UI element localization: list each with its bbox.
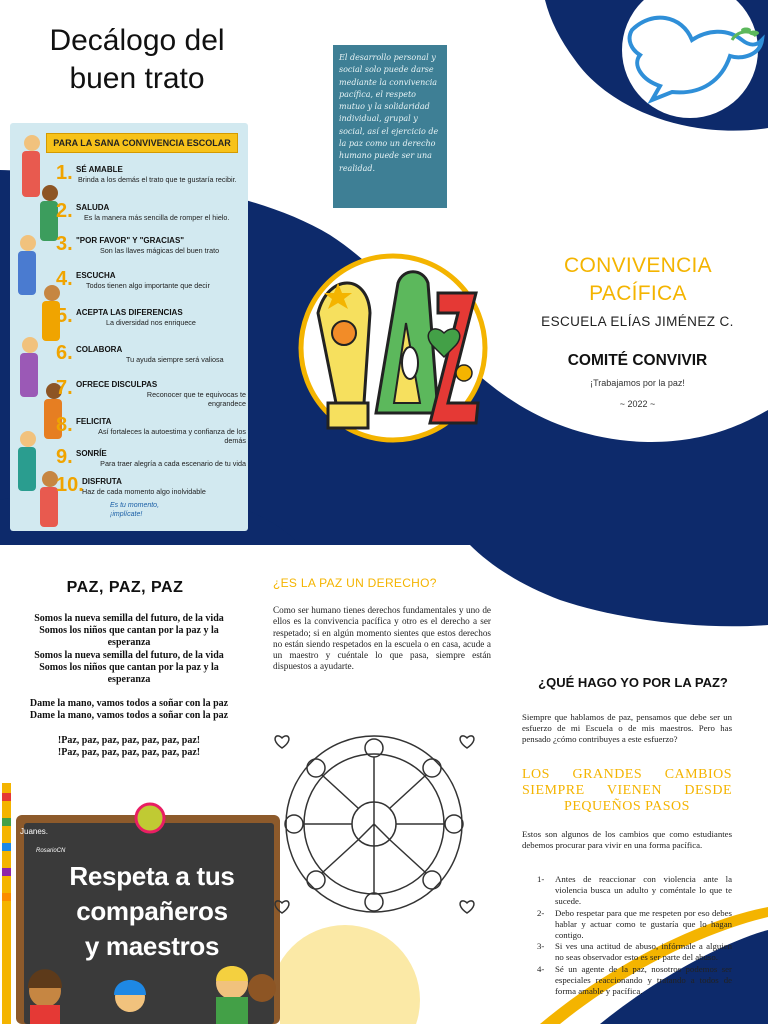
decalogo-title-line2: buen trato [69, 62, 205, 95]
tagline: ¡Trabajamos por la paz! [590, 378, 685, 388]
rule-title: ESCUCHA [76, 271, 116, 280]
rule-desc: Reconocer que te equivocas te engrandece [146, 390, 246, 408]
rule-number: 10. [56, 474, 84, 496]
lyric-line: Somos la nueva semilla del futuro, de la vida [34, 649, 224, 661]
year-label: ~ 2022 ~ [619, 399, 656, 409]
rule-desc: La diversidad nos enriquece [106, 318, 196, 327]
board-brand: RosarioCN [36, 848, 66, 854]
lyric-line: Dame la mano, vamos todos a soñar con la paz [29, 710, 229, 722]
list-item [530, 941, 732, 963]
list-item-number: 3- [537, 941, 545, 951]
lyric-line: Somos los niños que cantan por la paz y la esperanza [39, 661, 219, 686]
board-line2: compañeros [76, 896, 228, 926]
brochure-inside [0, 545, 768, 1024]
lyric-line: Somos los niños que cantan por la paz y la esperanza [39, 625, 219, 649]
poster-footer [110, 501, 159, 519]
big-changes-heading: LOS GRANDES CAMBIOS SIEMPRE VIENEN DESDE PEQUEÑOS PASOS [522, 767, 732, 814]
paz-logo-image [298, 253, 488, 443]
list-item-text: Debo respetar para que me respeten por eso debes hablar y actuar como te gustaría que lo hagan contigo. [555, 907, 732, 940]
cover-title-line2: PACÍFICA [589, 282, 687, 305]
decalogo-poster [10, 123, 248, 531]
rule-desc: Así fortaleces la autoestima y confianza de los demás [98, 427, 246, 445]
rule-number: 2. [56, 200, 73, 222]
rule-desc: Brinda a los demás el trato que te gustaría recibir. [78, 175, 237, 184]
rule-desc: Son las llaves mágicas del buen trato [100, 246, 220, 255]
list-item [530, 874, 732, 907]
rule-number: 9. [56, 446, 73, 468]
rule-number: 3. [56, 233, 73, 255]
rule-title: "POR FAVOR" Y "GRACIAS" [76, 236, 185, 245]
what-do-i-do-body: Siempre que hablamos de paz, pensamos que debe ser un esfuerzo de mi Escuela o de mis maestros. Pero has pensado ¿cómo contribuyes a este esfuerzo? [522, 712, 732, 744]
rule-title: SALUDA [76, 203, 110, 212]
poster-footer-line1: Es tu momento, [110, 502, 160, 509]
song-author: Juanes. [20, 827, 49, 836]
rule-desc: Para traer alegría a cada escenario de tu vida [100, 459, 246, 468]
song-lyrics [18, 613, 240, 759]
school-name: ESCUELA ELÍAS JIMÉNEZ C. [541, 314, 734, 329]
rule-title: COLABORA [76, 345, 123, 354]
rule-title: SONRÍE [76, 449, 107, 458]
rule-number: 7. [56, 377, 73, 399]
list-item [530, 964, 732, 997]
rule-number: 4. [56, 268, 73, 290]
rule-desc: Tu ayuda siempre será valiosa [126, 355, 224, 364]
rule-desc: Todos tienen algo importante que decir [86, 281, 210, 290]
list-item-text: Antes de reaccionar con violencia ante la violencia busca un adulto y coméntale lo que te sucede. [555, 874, 732, 906]
rule-title: FELICITA [76, 417, 112, 426]
list-item-number: 4- [537, 963, 545, 974]
what-do-i-do-heading: ¿QUÉ HAGO YO POR LA PAZ? [538, 675, 728, 690]
list-item [530, 908, 732, 941]
rule-desc: Es la manera más sencilla de romper el hielo. [84, 213, 230, 222]
rule-desc: Haz de cada momento algo inolvidable [82, 487, 206, 496]
children-circle-mandala-image [272, 728, 477, 923]
changes-intro: Estos son algunos de los cambios que como estudiantes debemos procurar para vivir en una forma pacífica. [522, 829, 732, 850]
peace-right-body: Como ser humano tienes derechos fundamentales y uno de ellos es la convivencia pacífica y otro es el derecho a ser respetado; si en algún momento sientes que estos derechos no están siendo respetados en la escuela o en casa, acude a un maestro y cuéntale lo que pasa, siempre están dispuestos a ayudarte. [273, 605, 491, 672]
rule-title: ACEPTA LAS DIFERENCIAS [76, 308, 183, 317]
rule-title: SÉ AMABLE [76, 165, 123, 174]
list-item-text: Si ves una actitud de abuso, infórmale a alguien no seas observador esto es ser parte del abuso. [555, 941, 732, 962]
children-illustration [10, 123, 70, 531]
chalkboard-message [52, 859, 252, 964]
lyric-line: Dame la mano, vamos todos a soñar con la paz [29, 698, 229, 710]
rule-number: 5. [56, 305, 73, 327]
song-heading: PAZ, PAZ, PAZ [66, 579, 184, 596]
rule-number: 6. [56, 342, 73, 364]
lyric-line: !Paz, paz, paz, paz, paz, paz, paz! [57, 734, 201, 746]
rule-title: OFRECE DISCULPAS [76, 380, 158, 389]
cover-title-line1: CONVIVENCIA [564, 254, 712, 277]
list-item-number: 1- [537, 874, 545, 884]
cover-title [528, 252, 748, 308]
changes-list [530, 874, 732, 997]
lyric-line: !Paz, paz, paz, paz, paz, paz, paz! [57, 746, 201, 758]
board-line3: y maestros [84, 931, 220, 961]
poster-footer-line2: ¡implícate! [110, 511, 143, 518]
committee-name: COMITÉ CONVIVIR [567, 352, 708, 369]
quote-box [333, 45, 447, 208]
poster-banner: PARA LA SANA CONVIVENCIA ESCOLAR [46, 133, 238, 153]
rule-title: DISFRUTA [82, 477, 122, 486]
dove-icon [612, 0, 768, 120]
lyric-line: Somos la nueva semilla del futuro, de la vida [34, 613, 224, 624]
decalogo-title [22, 22, 252, 98]
rule-number: 8. [56, 414, 73, 436]
list-item-number: 2- [537, 907, 545, 918]
list-item-text: Sé un agente de la paz, nosotros podemos ser especiales reaccionando y tratando a todos de forma amable y pacífica. [555, 963, 732, 996]
board-line1: Respeta a tus [69, 861, 235, 891]
decalogo-title-line1: Decálogo del [49, 24, 225, 57]
quote-text: El desarrollo personal y social solo puede darse mediante la convivencia pacífica, el respeto mutuo y la solidaridad individual, grupal y social, así el ejercicio de la paz como un derecho humano puede ser una realidad. [339, 53, 439, 173]
peace-right-heading: ¿ES LA PAZ UN DERECHO? [273, 576, 437, 590]
rule-number: 1. [56, 162, 73, 184]
